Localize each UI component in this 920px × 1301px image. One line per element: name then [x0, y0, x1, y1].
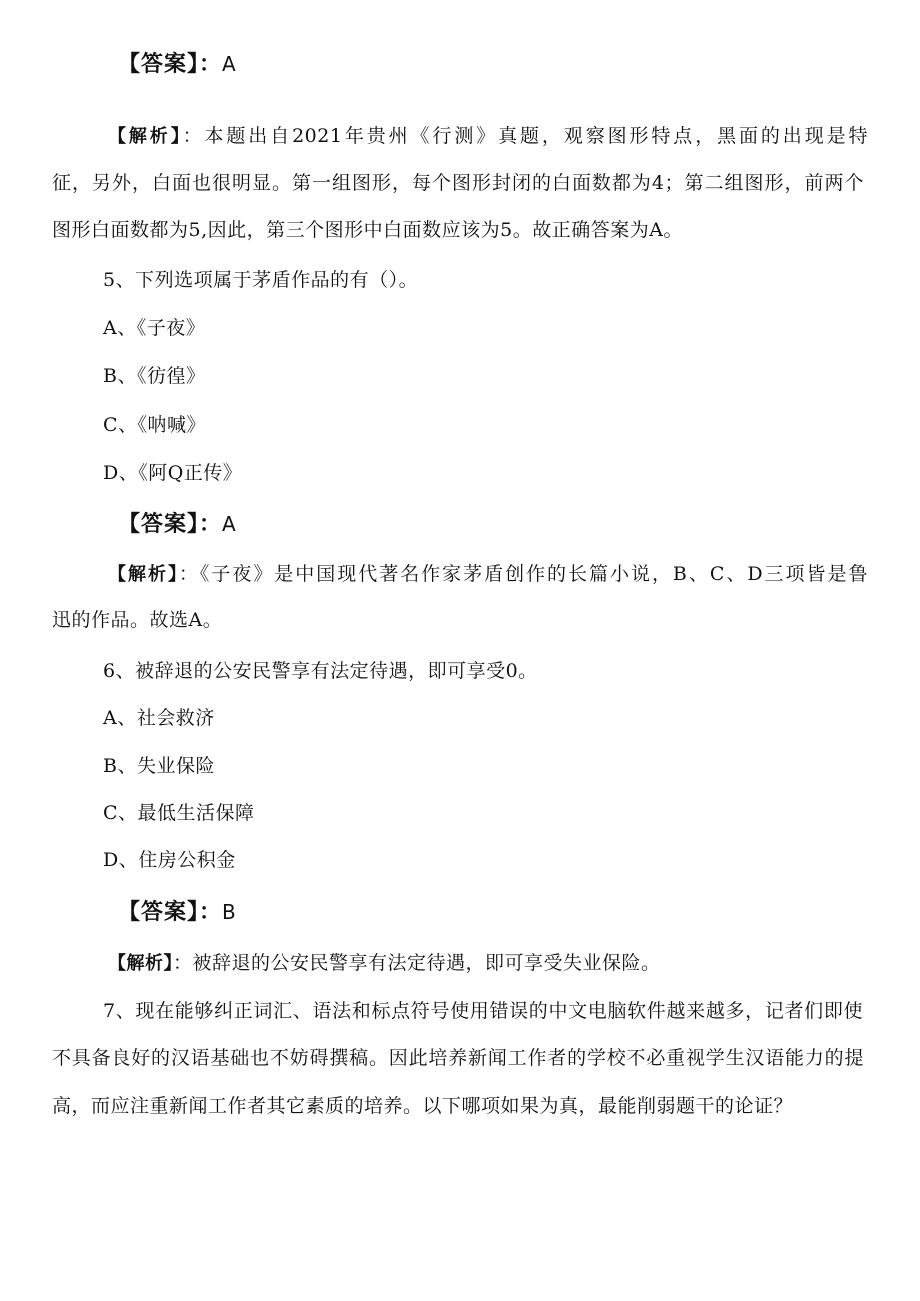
- q6-answer: [118, 900, 237, 925]
- q4-answer-sep: ：: [199, 52, 223, 77]
- q6-option-b: B、失业保险: [103, 755, 215, 777]
- q4-analysis-sep: ：: [182, 125, 205, 147]
- q5-answer-value: A: [222, 512, 237, 536]
- q5-option-b: B、《彷徨》: [103, 365, 206, 387]
- q6-answer-value: B: [222, 900, 237, 924]
- q6-analysis-label: 【解析】: [108, 953, 173, 974]
- q4-answer: [118, 52, 237, 77]
- q6-analysis-sep: ：: [173, 952, 193, 974]
- q6-answer-sep: ：: [199, 900, 223, 925]
- q4-analysis-line-1: [108, 124, 868, 149]
- q6-option-c: C、最低生活保障: [103, 802, 255, 824]
- q4-analysis-text-1: 本题出自2021年贵州《行测》真题，观察图形特点，黑面的出现是特: [204, 125, 868, 147]
- q7-question-line-2: 不具备良好的汉语基础也不妨碍撰稿。因此培养新闻工作者的学校不必重视学生汉语能力的提: [52, 1047, 864, 1069]
- q4-answer-value: A: [222, 52, 237, 76]
- q7-question-line-1: 7、现在能够纠正词汇、语法和标点符号使用错误的中文电脑软件越来越多，记者们即使: [103, 1000, 863, 1022]
- q4-analysis-label: 【解析】: [108, 126, 183, 147]
- q5-analysis-label: 【解析】: [108, 564, 179, 585]
- q5-option-a: A、《子夜》: [103, 317, 206, 339]
- q4-answer-label: 【答案】: [118, 52, 200, 77]
- q5-answer: [118, 512, 237, 537]
- q6-answer-label: 【答案】: [118, 900, 200, 925]
- q4-analysis-line-3: 图形白面数都为5,因此，第三个图形中白面数应该为5。故正确答案为A。: [52, 219, 683, 241]
- q5-answer-sep: ：: [199, 512, 223, 537]
- q6-analysis: [108, 951, 661, 976]
- q6-option-a: A、社会救济: [103, 707, 215, 729]
- q5-analysis-text-1: 《子夜》是中国现代著名作家茅盾创作的长篇小说，B、C、D三项皆是鲁: [199, 563, 868, 585]
- q5-option-c: C、《呐喊》: [103, 414, 207, 436]
- q6-question: 6、被辞退的公安民警享有法定待遇，即可享受0。: [103, 660, 538, 682]
- q5-analysis-sep: ：: [178, 563, 200, 585]
- q4-analysis-line-2: 征，另外，白面也很明显。第一组图形，每个图形封闭的白面数都为4；第二组图形，前两个: [52, 172, 864, 194]
- q5-question: 5、下列选项属于茅盾作品的有（）。: [103, 269, 419, 291]
- q5-answer-label: 【答案】: [118, 512, 200, 537]
- q7-question-line-3: 高，而应注重新闻工作者其它素质的培养。以下哪项如果为真，最能削弱题干的论证？: [52, 1095, 794, 1117]
- q6-option-d: D、住房公积金: [103, 849, 236, 871]
- q6-analysis-text: 被辞退的公安民警享有法定待遇，即可享受失业保险。: [192, 952, 661, 974]
- q5-option-d: D、《阿Q正传》: [103, 462, 243, 484]
- q5-analysis-line-2: 迅的作品。故选A。: [52, 609, 223, 631]
- q5-analysis-line-1: [108, 562, 868, 587]
